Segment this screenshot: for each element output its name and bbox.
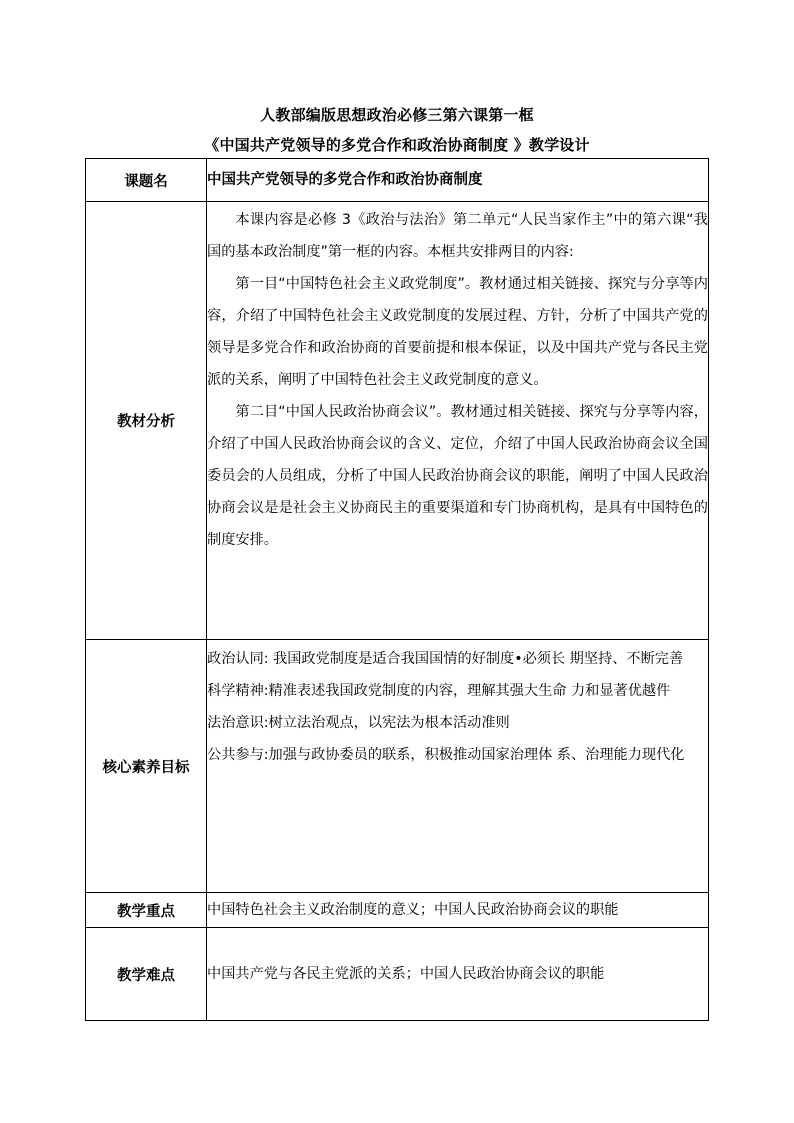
topic-value: 中国共产党领导的多党合作和政治协商制度 bbox=[207, 159, 709, 202]
core-goal-item: 科学精神:精准表述我国政党制度的内容，理解其强大生命 力和显著优越件 bbox=[207, 683, 671, 699]
topic-label: 课题名 bbox=[86, 159, 207, 202]
table-row-analysis bbox=[86, 202, 709, 640]
key-points-value: 中国特色社会主义政治制度的意义；中国人民政治协商会议的职能 bbox=[207, 893, 709, 928]
table-row-core-goals bbox=[86, 640, 709, 893]
core-goal-item: 公共参与:加强与政协委员的联系，积极推动国家治理体 系、治理能力现代化 bbox=[207, 747, 685, 763]
analysis-paragraph: 第二目“中国人民政治协商会议”。教材通过相关链接、探究与分享等内容，介绍了中国人民政治协商会议的含义、定位，介绍了中国人民政治协商会议全国委员会的人员组成，分析了中国人民政治协商会议的职能，阐明了中国人民政治协商会议是是社会主义协商民主的重要渠道和专门协商机构，是具有中国特色的制度安排。 bbox=[207, 404, 708, 548]
analysis-label: 教材分析 bbox=[86, 202, 207, 640]
table-row-key-points bbox=[86, 893, 709, 928]
document-title-line-1: 人教部编版思想政治必修三第六课第一框 bbox=[260, 106, 534, 124]
core-goal-item: 法治意识:树立法治观点，以宪法为根本活动准则 bbox=[207, 715, 510, 731]
table-row-topic bbox=[86, 159, 709, 202]
core-goal-item: 政治认同: 我国政党制度是适合我国国情的好制度•必须长 期坚持、不断完善 bbox=[207, 651, 684, 667]
core-goals-content bbox=[207, 640, 709, 893]
difficulties-value: 中国共产党与各民主党派的关系；中国人民政治协商会议的职能 bbox=[207, 928, 709, 1021]
table-row-difficulties bbox=[86, 928, 709, 1021]
core-goals-label: 核心素养目标 bbox=[86, 640, 207, 893]
document-title-line-2: 《中国共产党领导的多党合作和政治协商制度 》教学设计 bbox=[204, 136, 590, 154]
analysis-paragraph: 本课内容是必修 3《政治与法治》第二单元“人民当家作主”中的第六课“我国的基本政治制度”第一框的内容。本框共安排两目的内容: bbox=[207, 212, 708, 260]
key-points-label: 教学重点 bbox=[86, 893, 207, 928]
analysis-paragraph: 第一目“中国特色社会主义政党制度”。教材通过相关链接、探究与分享等内容，介绍了中国特色社会主义政党制度的发展过程、方针，分析了中国共产党的领导是多党合作和政治协商的首要前提和根本保证，以及中国共产党与各民主党派的关系，阐明了中国特色社会主义政党制度的意义。 bbox=[207, 276, 708, 388]
difficulties-label: 教学难点 bbox=[86, 928, 207, 1021]
analysis-content bbox=[207, 202, 709, 640]
lesson-design-table bbox=[85, 158, 709, 1021]
